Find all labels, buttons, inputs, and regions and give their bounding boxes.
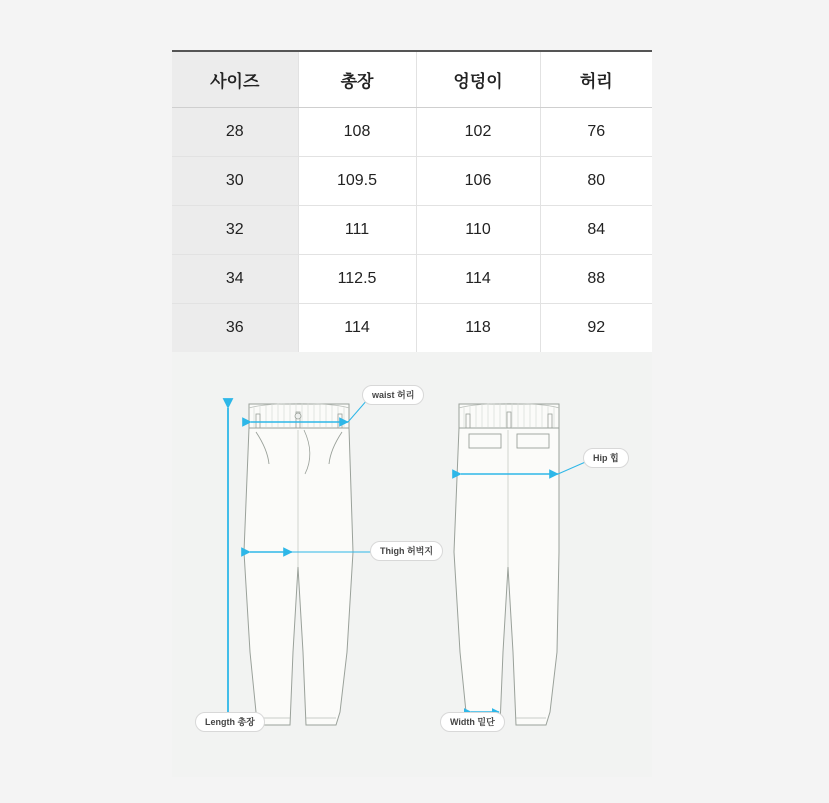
table-row [172, 304, 652, 353]
table-row [172, 255, 652, 304]
cell-waist: 88 [540, 255, 652, 304]
size-table [172, 50, 652, 352]
label-length: Length 총장 [195, 712, 265, 732]
cell-hip: 110 [416, 206, 540, 255]
cell-size: 36 [172, 304, 298, 353]
cell-waist: 80 [540, 157, 652, 206]
cell-total-length: 114 [298, 304, 416, 353]
cell-waist: 84 [540, 206, 652, 255]
measurement-diagram [172, 352, 652, 777]
cell-total-length: 111 [298, 206, 416, 255]
label-waist: waist 허리 [362, 385, 424, 405]
size-table-head [172, 51, 652, 108]
cell-total-length: 108 [298, 108, 416, 157]
cell-size: 32 [172, 206, 298, 255]
table-header-row [172, 51, 652, 108]
header-size: 사이즈 [172, 51, 298, 108]
cell-size: 30 [172, 157, 298, 206]
size-guide-content [172, 50, 652, 777]
table-row [172, 108, 652, 157]
label-width: Width 밑단 [440, 712, 505, 732]
cell-total-length: 109.5 [298, 157, 416, 206]
table-row [172, 157, 652, 206]
cell-hip: 114 [416, 255, 540, 304]
cell-hip: 106 [416, 157, 540, 206]
label-thigh: Thigh 허벅지 [370, 541, 443, 561]
label-hip: Hip 힙 [583, 448, 629, 468]
header-hip: 엉덩이 [416, 51, 540, 108]
header-waist: 허리 [540, 51, 652, 108]
table-row [172, 206, 652, 255]
cell-size: 28 [172, 108, 298, 157]
cell-waist: 76 [540, 108, 652, 157]
cell-total-length: 112.5 [298, 255, 416, 304]
pants-back-view [454, 403, 559, 725]
cell-hip: 118 [416, 304, 540, 353]
cell-size: 34 [172, 255, 298, 304]
pants-front-view [244, 403, 353, 725]
header-total-length: 총장 [298, 51, 416, 108]
cell-waist: 92 [587, 319, 606, 336]
cell-hip: 102 [416, 108, 540, 157]
size-table-body [172, 108, 652, 353]
